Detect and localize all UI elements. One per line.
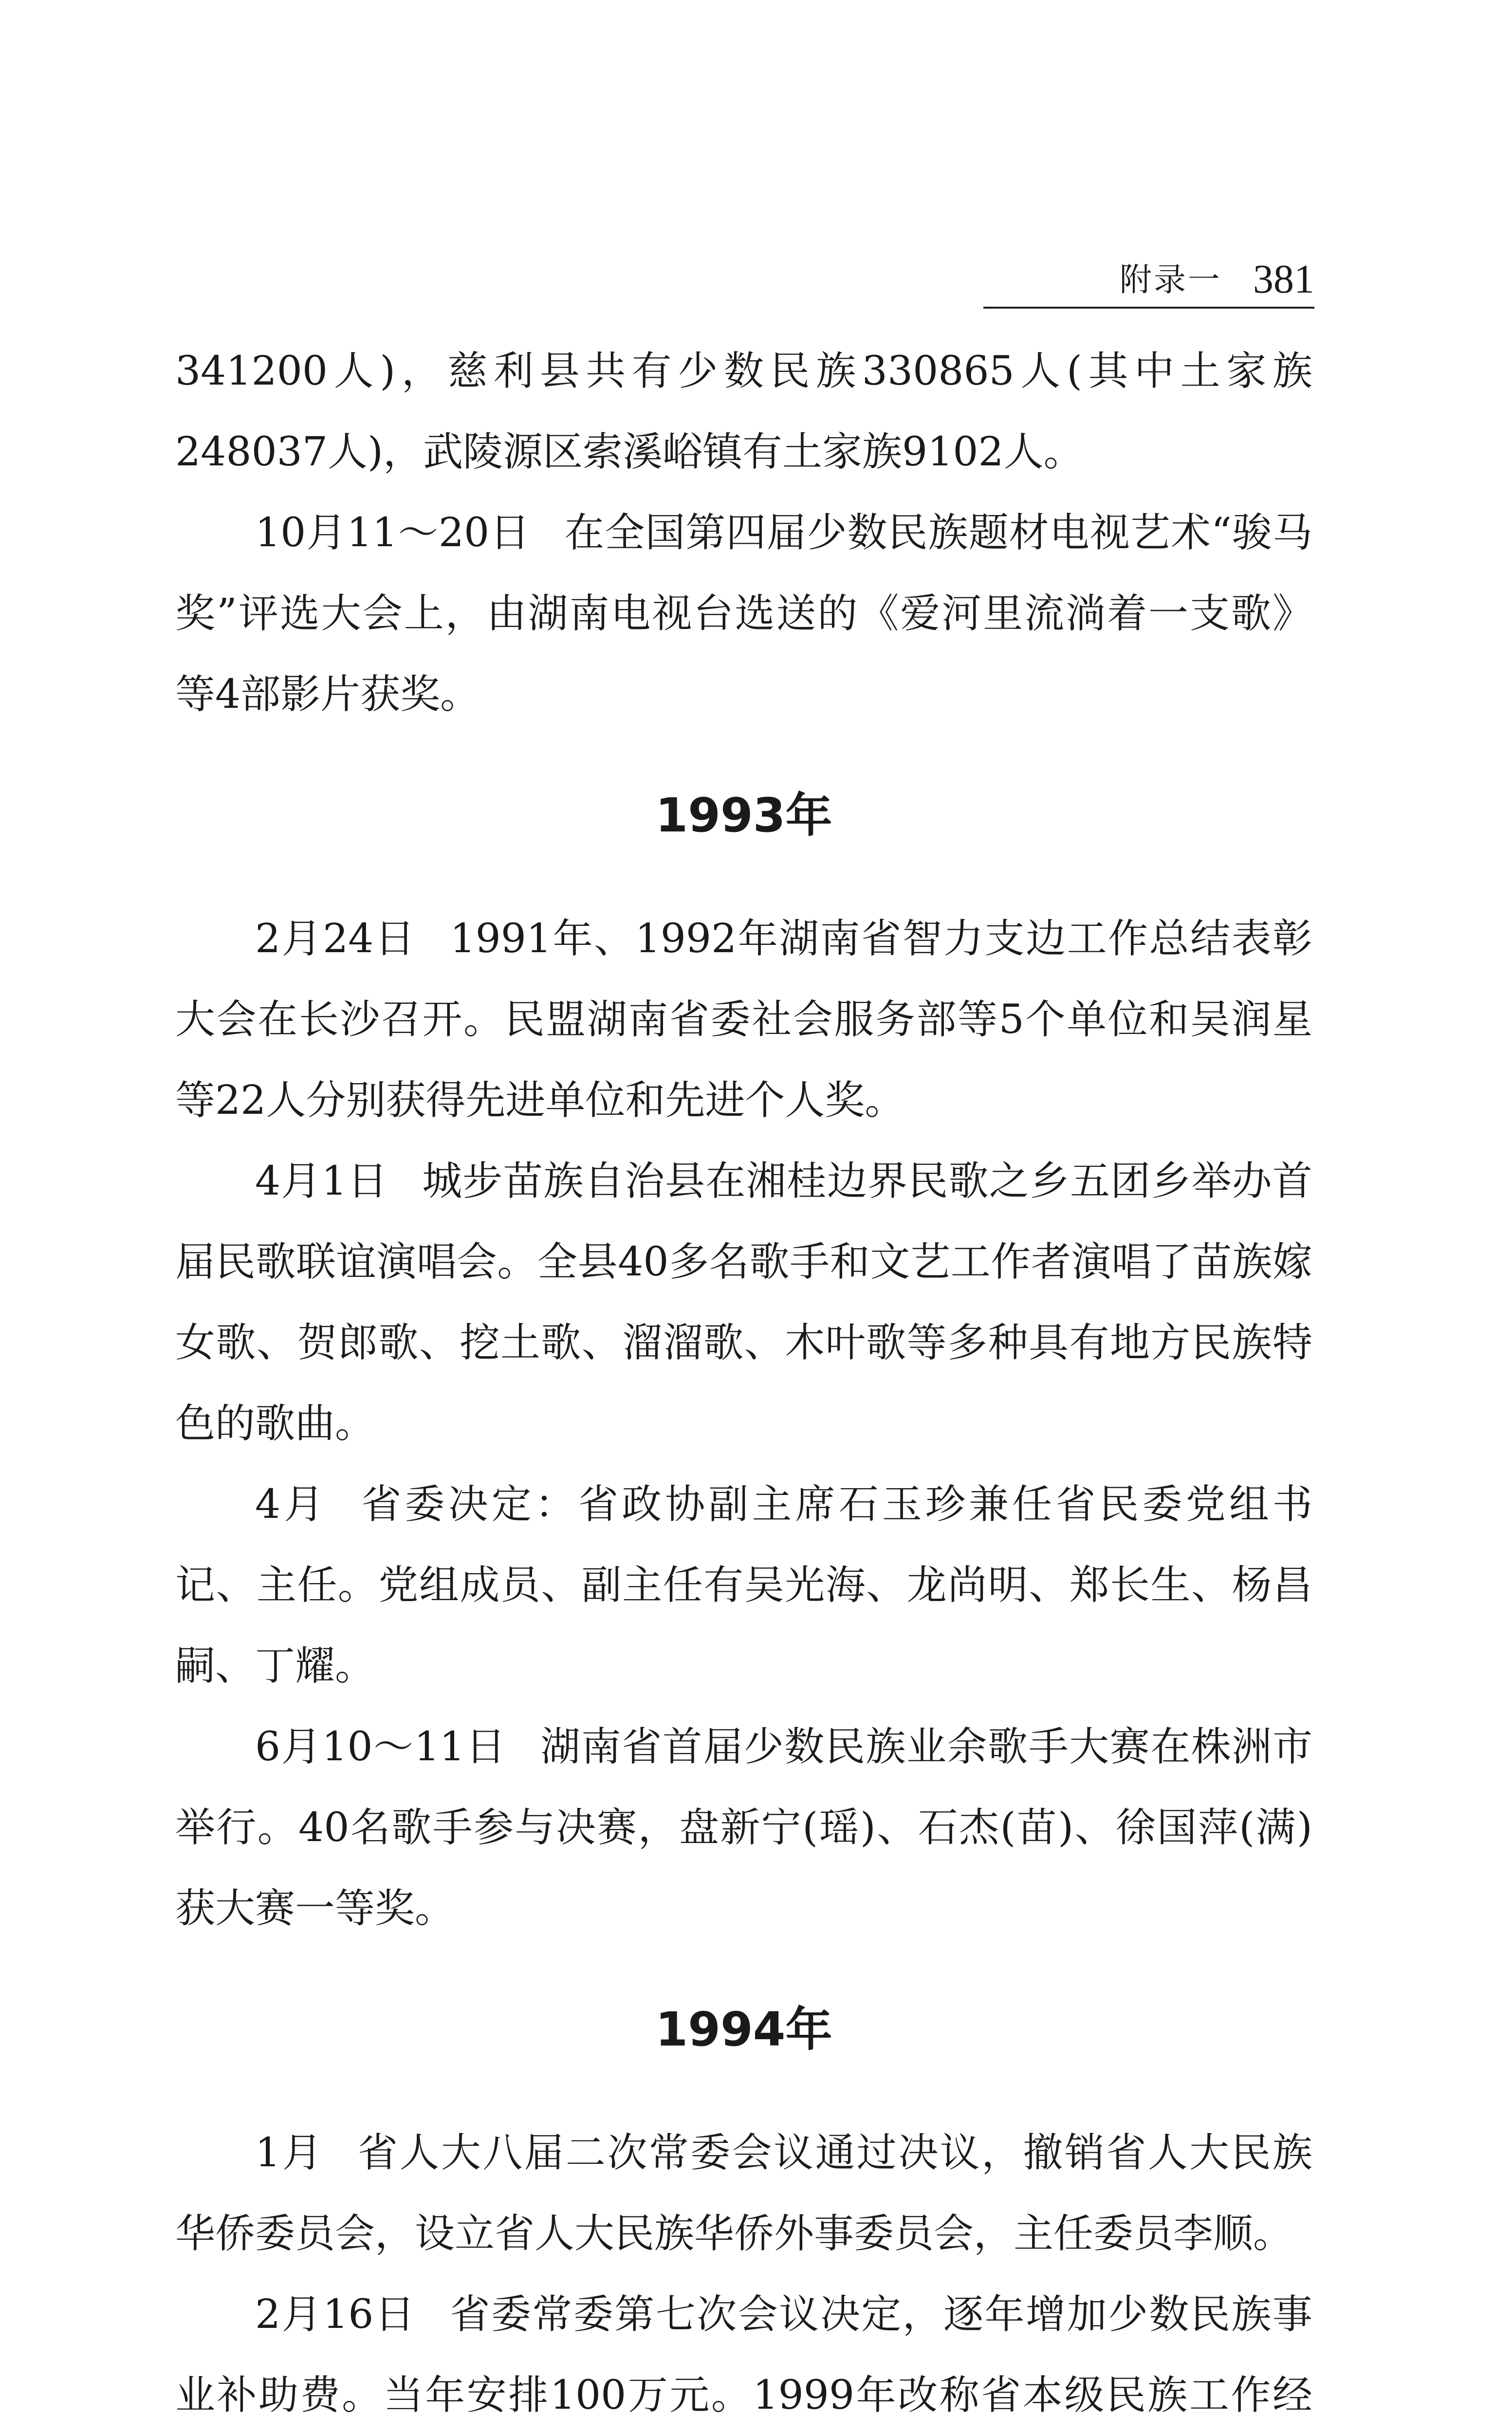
entry-text: 省委常委第七次会议决定，逐年增加少数民族事业补助费。当年安排100万元。1999年改称省本级民族工作经: [175, 2291, 1312, 2418]
continued-paragraph: 341200人)，慈利县共有少数民族330865人(其中土家族248037人)，武陵源区索溪峪镇有土家族9102人。: [175, 348, 1312, 475]
entry-date: 10月11～20日: [255, 510, 531, 556]
entry-date: 4月1日: [255, 1158, 388, 1204]
year-heading: 1994年: [655, 2002, 832, 2057]
chronicle-entry: [175, 2113, 1312, 2274]
chronicle-entry: [175, 899, 1312, 1141]
entry-date: 6月10～11日: [255, 1724, 507, 1770]
header-section-title: 附录一: [1120, 261, 1222, 298]
chronicle-entry: [175, 1707, 1312, 1949]
entry-date: 2月24日: [255, 916, 416, 962]
entry-date: 4月: [255, 1481, 328, 1528]
chronicle-entry: [175, 2274, 1312, 2434]
entry-text: 湖南省首届少数民族业余歌手大赛在株洲市举行。40名歌手参与决赛，盘新宁(瑶)、石杰(苗)、徐国萍(满)获大赛一等奖。: [175, 1724, 1312, 1932]
entry-date: 1月: [255, 2130, 324, 2176]
chronicle-entry: [175, 1141, 1312, 1464]
entry-text: 省人大八届二次常委会议通过决议，撤销省人大民族华侨委员会，设立省人大民族华侨外事委员会，主任委员李顺。: [175, 2130, 1312, 2257]
page-body: [175, 331, 1312, 2434]
page-number: 381: [1253, 257, 1314, 302]
chronicle-entry: [175, 493, 1312, 735]
entry-text: 在全国第四届少数民族题材电视艺术“骏马奖”评选大会上，由湖南电视台选送的《爱河里流淌着一支歌》等4部影片获奖。: [175, 510, 1313, 718]
running-header: [983, 253, 1314, 309]
entry-text: 城步苗族自治县在湘桂边界民歌之乡五团乡举办首届民歌联谊演唱会。全县40多名歌手和文艺工作者演唱了苗族嫁女歌、贺郎歌、挖土歌、溜溜歌、木叶歌等多种具有地方民族特色的歌曲。: [175, 1158, 1312, 1447]
entry-text: 1991年、1992年湖南省智力支边工作总结表彰大会在长沙召开。民盟湖南省委社会服务部等5个单位和吴润星等22人分别获得先进单位和先进个人奖。: [175, 916, 1313, 1124]
year-heading: 1993年: [655, 788, 832, 843]
entry-date: 2月16日: [255, 2291, 416, 2338]
entry-text: 省委决定：省政协副主席石玉珍兼任省民委党组书记、主任。党组成员、副主任有吴光海、龙尚明、郑长生、杨昌嗣、丁耀。: [175, 1481, 1312, 1689]
chronicle-entry: [175, 1464, 1312, 1707]
